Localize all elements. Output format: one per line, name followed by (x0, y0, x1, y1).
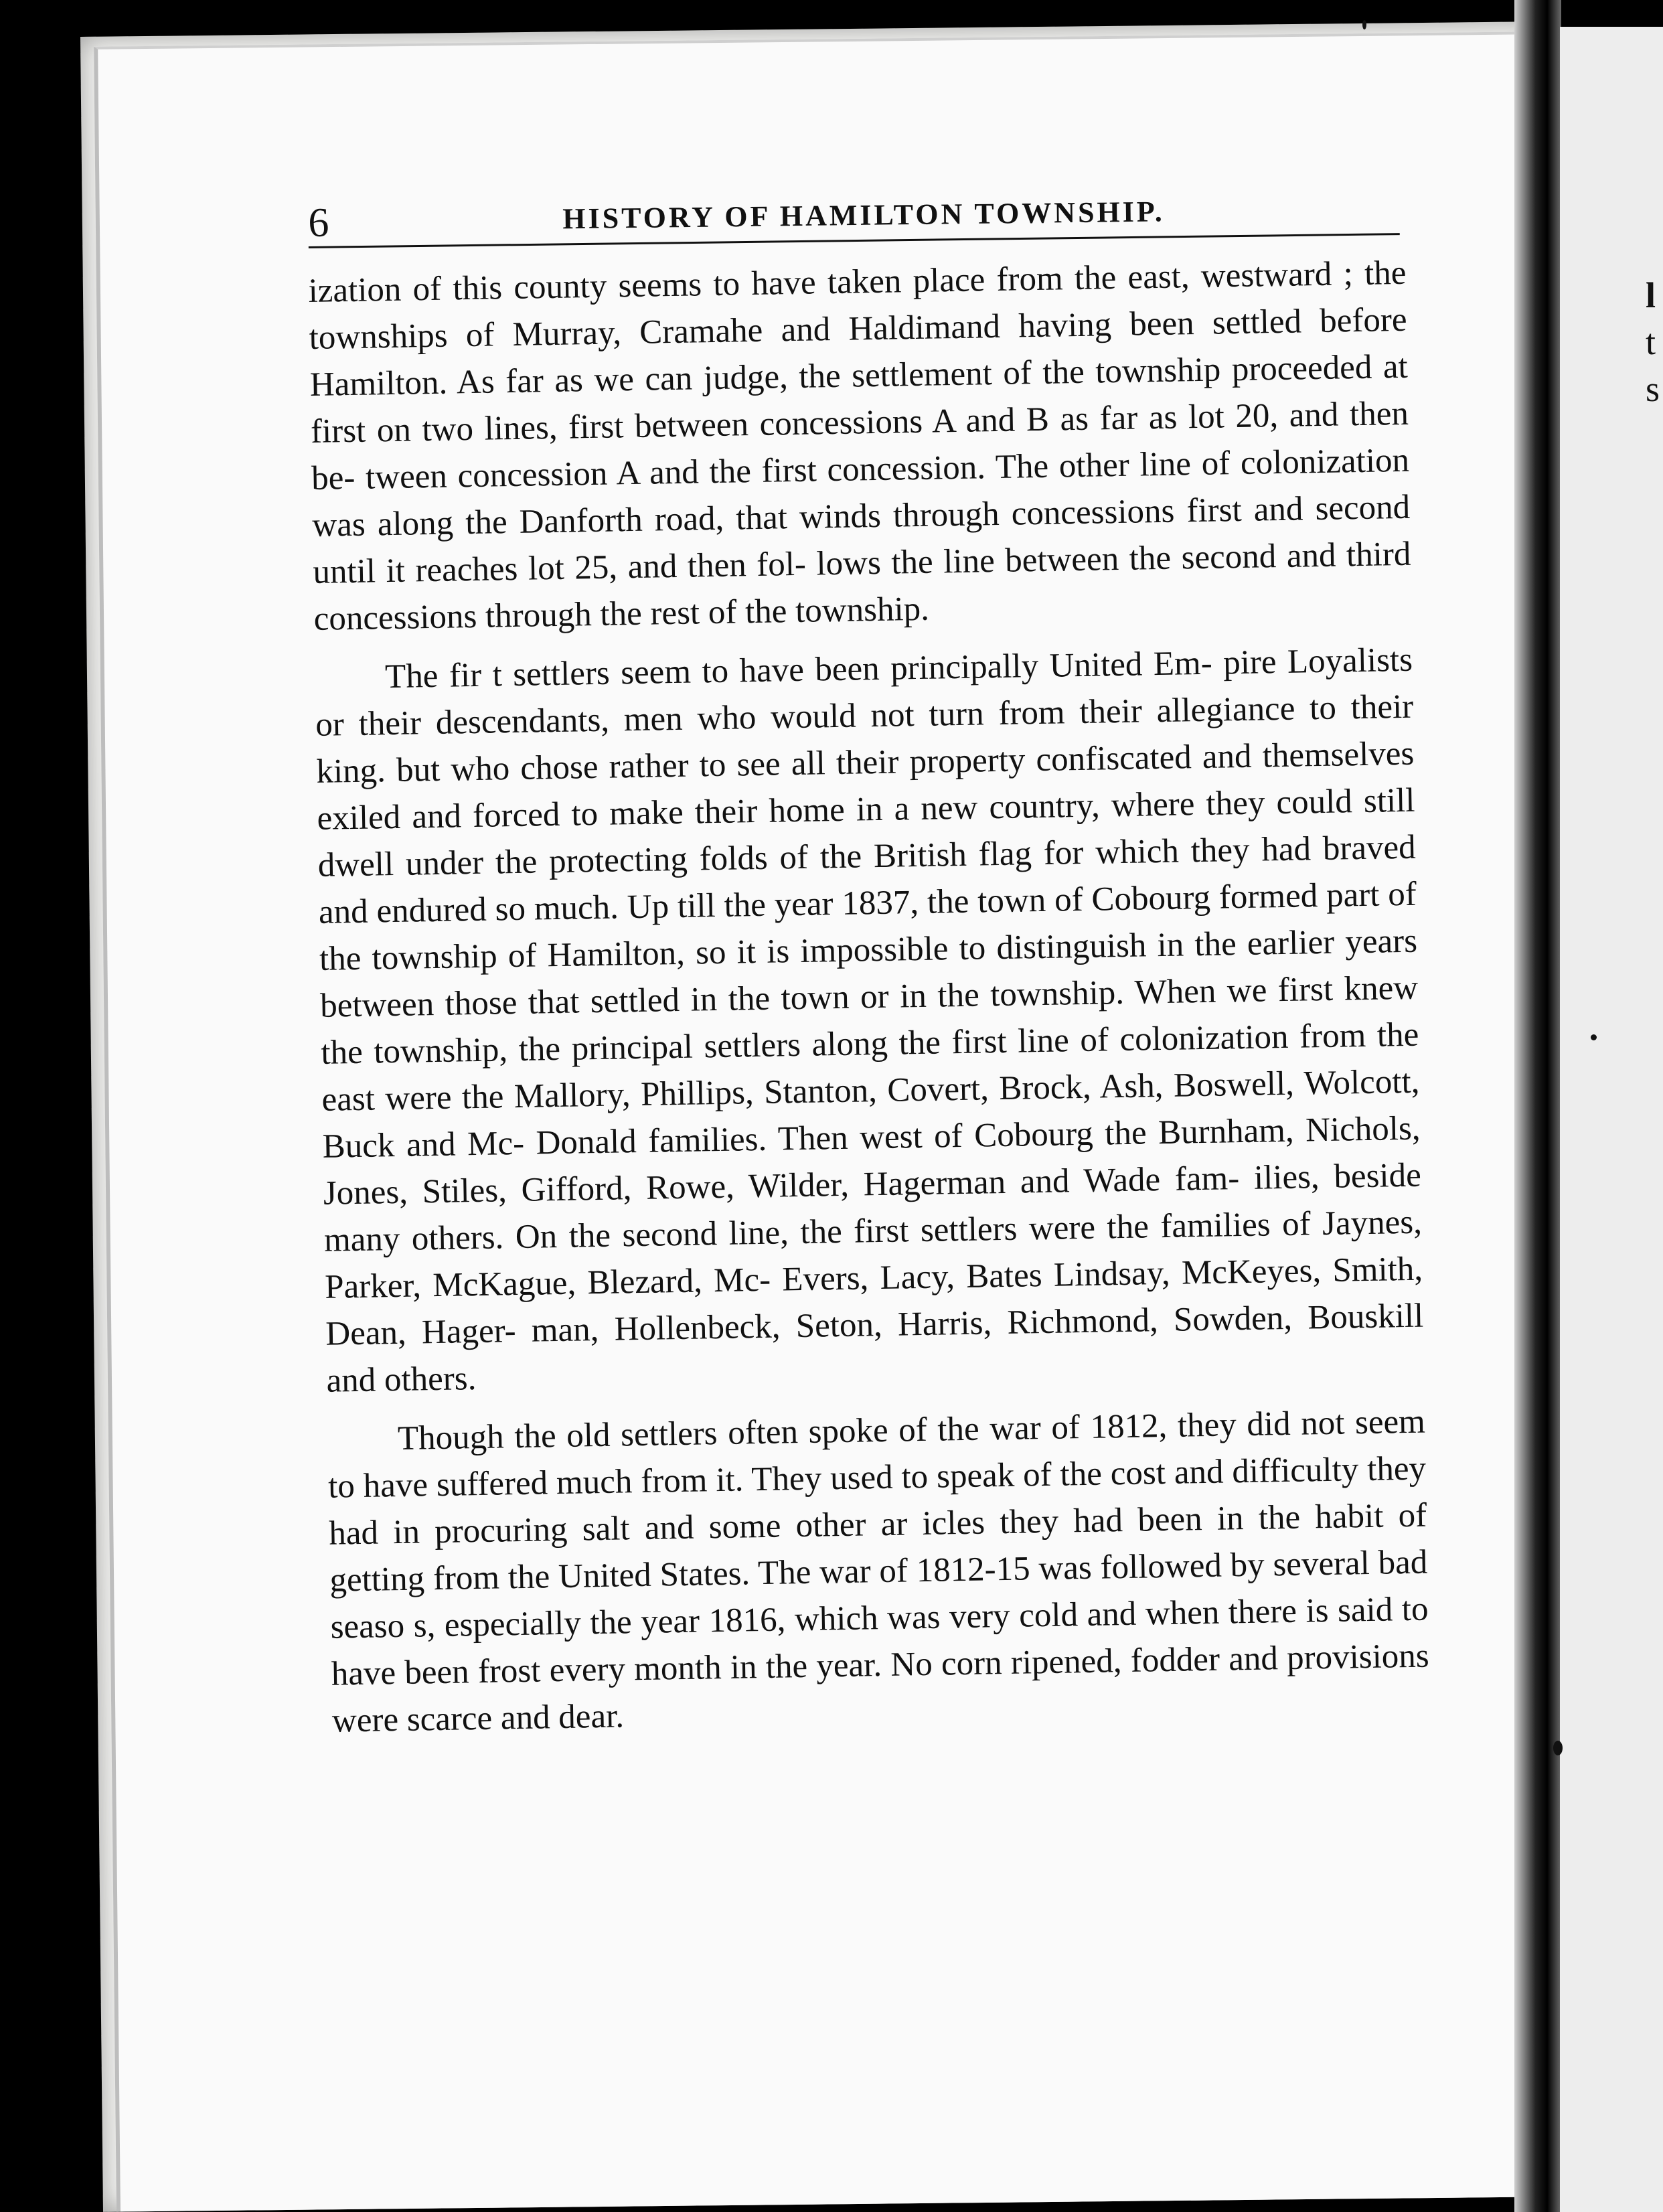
page-body (308, 250, 1431, 1757)
facing-page-fragment: t (1646, 322, 1656, 362)
paragraph-settlers: The fir t settlers seem to have been principally United Em- pire Loyalists or their descendants, men who would not turn from their allegiance to their king. but who chose rather to see all their property confiscated and themselves exiled and forced to make their home in a new country, where they could still dwell under the protecting folds of the British flag for which they had braved and endured so much. Up till the year 1837, the town of Cobourg formed part of the township of Hamilton, so it is impossible to distinguish in the earlier years between those that settled in the town or in the township. When we first knew the township, the principal settlers along the first line of colonization from the east were the Mallory, Phillips, Stanton, Covert, Brock, Ash, Boswell, Wolcott, Buck and Mc- Donald families. Then west of Cobourg the Burnham, Nichols, Jones, Stiles, Gifford, Rowe, Wilder, Hagerman and Wade fam- ilies, beside many others. On the second line, the first settlers were the families of Jaynes, Parker, McKague, Blezard, Mc- Evers, Lacy, Bates Lindsay, McKeyes, Smith, Dean, Hager- man, Hollenbeck, Seton, Harris, Richmond, Sowden, Bouskill and others. (315, 641, 1424, 1400)
scan-speck (1362, 20, 1366, 29)
scan-speck (1591, 1034, 1597, 1040)
running-title: HISTORY OF HAMILTON TOWNSHIP. (562, 195, 1165, 236)
paragraph-continued: ization of this county seems to have taken place from the east, westward ; the townships of Murray, Cramahe and Haldimand having been settled before Hamilton. As far as we can judge, the settlement of the township proceeded at first on two lines, first between concessions A and B as far as lot 20, and then be- tween concession A and the first concession. The other line of colonization was along the Danforth road, that winds through concessions first and second until it reaches lot 25, and then fol- lows the line between the second and third concessions through the rest of the township. (308, 254, 1411, 638)
facing-page-fragment: l (1646, 275, 1656, 315)
scan-speck (1553, 1741, 1563, 1755)
facing-page-fragment: s (1646, 369, 1660, 409)
paragraph-war-of-1812: Though the old settlers often spoke of the war of 1812, they did not seem to have suffered much from it. They used to speak of the cost and difficulty they had in procuring salt and some other ar icles they had been in the habit of getting from the United States. The war of 1812-15 was followed by several bad seaso s, especially the year 1816, which was very cold and when there is said to have been frost every month in the year. No corn ripened, fodder and provisions were scarce and dear. (327, 1403, 1430, 1740)
book-gutter (1514, 0, 1561, 2212)
page-number: 6 (308, 200, 329, 246)
facing-page-edge (1560, 27, 1663, 2212)
